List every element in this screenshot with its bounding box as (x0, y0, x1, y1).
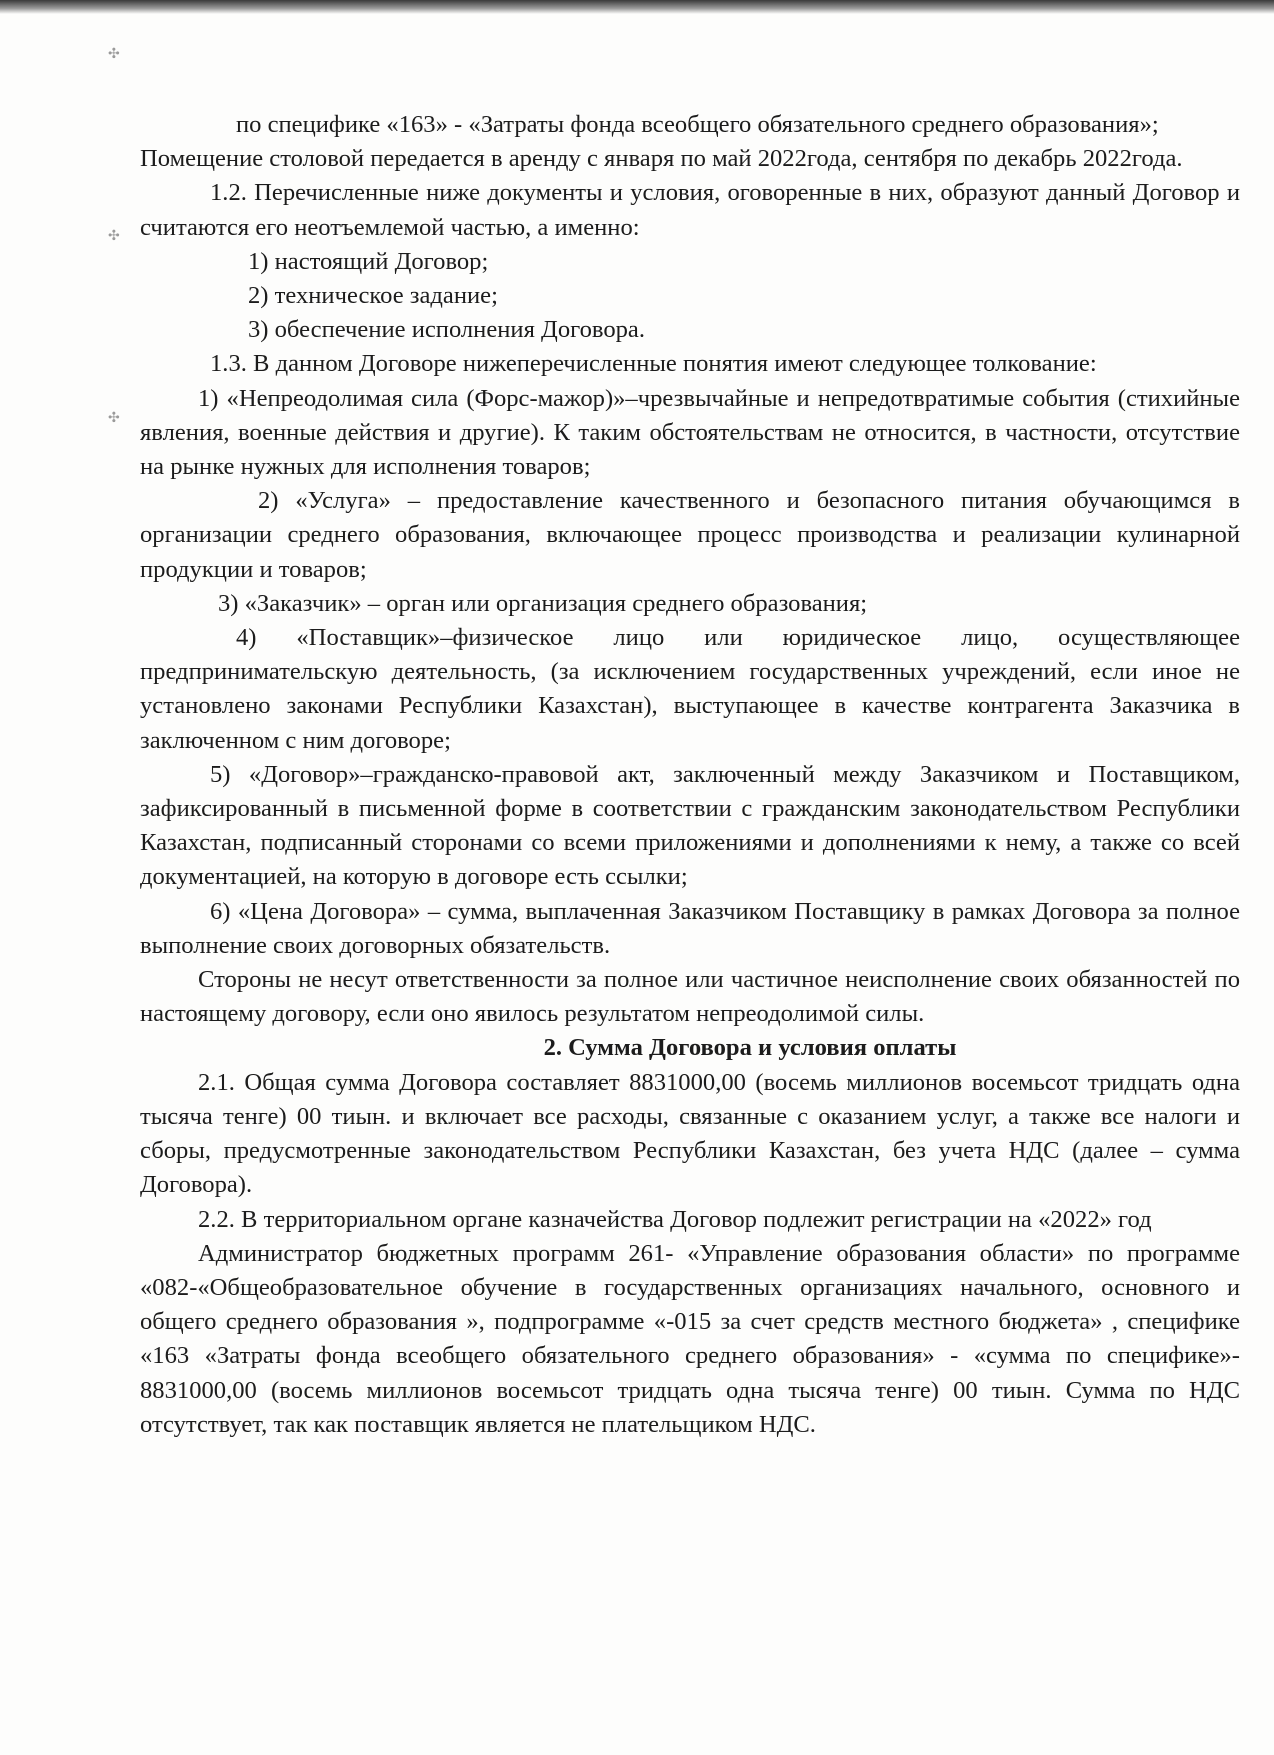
list-item: 2) техническое задание; (248, 282, 498, 310)
paragraph-liability: Стороны не несут ответственности за полное или частичное неисполнение своих обязанностей по настоящему договору, если оно явилось результатом непреодолимой силы. (140, 966, 1240, 1028)
definition-contract: 5) «Договор»–гражданско-правовой акт, заключенный между Заказчиком и Поставщиком, зафиксированный в письменной форме в соответствии с гражданским законодательством Республики Казахстан, подписанный сторонами со всеми приложениями и дополнениями к нему, а также со всей документацией, на которую в договоре есть ссылки; (140, 760, 1240, 891)
punch-mark: ✣ (108, 229, 120, 244)
document-body (140, 108, 1240, 1442)
paragraph-2-2: 2.2. В территориальном органе казначейства Договор подлежит регистрации на «2022» год (198, 1205, 1152, 1233)
definition-customer: 3) «Заказчик» – орган или организация среднего образования; (218, 589, 868, 617)
list-item: 1) настоящий Договор; (248, 247, 489, 275)
definition-supplier: 4) «Поставщик»–физическое лицо или юридическое лицо, осуществляющее предпринимательскую деятельность, (за исключением государственных учреждений, если иное не установлено законами Республики Казахстан), выступающее в качестве контрагента Заказчика в заключенном с ним договоре; (140, 624, 1240, 754)
punch-mark: ✣ (108, 411, 120, 426)
definition-service: 2) «Услуга» – предоставление качественного и безопасного питания обучающимся в организации среднего образования, включающее процесс производства и реализации кулинарной продукции и товаров; (140, 487, 1240, 583)
paragraph-canteen-rent: Помещение столовой передается в аренду с января по май 2022года, сентября по декабрь 2022года. (140, 145, 1183, 173)
punch-mark: ✣ (108, 47, 120, 62)
paragraph-1-2: 1.2. Перечисленные ниже документы и условия, оговоренные в них, образуют данный Договор и считаются его неотъемлемой частью, а именно: (140, 179, 1240, 241)
paragraph-budget-admin: Администратор бюджетных программ 261- «Управление образования области» по программе «082-«Общеобразовательное обучение в государственных организациях начального, основного и общего среднего образования », подпрограмме «-015 за счет средств местного бюджета» , специфике «163 «Затраты фонда всеобщего обязательного среднего образования» - «сумма по специфике»- 8831000,00 (восемь миллионов восемьсот тридцать одна тысяча тенге) 00 тиын. Сумма по НДС отсутствует, так как поставщик является не плательщиком НДС. (140, 1239, 1240, 1438)
paragraph-specific-163: по специфике «163» - «Затраты фонда всеобщего обязательного среднего образования»; (236, 111, 1159, 138)
scan-top-edge (0, 0, 1274, 14)
paragraph-2-1: 2.1. Общая сумма Договора составляет 8831000,00 (восемь миллионов восемьсот тридцать одна тысяча тенге) 00 тиын. и включает все расходы, связанные с оказанием услуг, а также все налоги и сборы, предусмотренные законодательством Республики Казахстан, без учета НДС (далее – сумма Договора). (140, 1068, 1240, 1199)
definition-contract-price: 6) «Цена Договора» – сумма, выплаченная Заказчиком Поставщику в рамках Договора за полное выполнение своих договорных обязательств. (140, 897, 1240, 959)
list-item: 3) обеспечение исполнения Договора. (248, 316, 645, 344)
paragraph-1-3: 1.3. В данном Договоре нижеперечисленные понятия имеют следующее толкование: (210, 350, 1097, 378)
definition-force-majeure: 1) «Непреодолимая сила (Форс-мажор)»–чрезвычайные и непредотвратимые события (стихийные явления, военные действия и другие). К таким обстоятельствам не относится, в частности, отсутствие на рынке нужных для исполнения товаров; (140, 384, 1240, 481)
section-heading: 2. Сумма Договора и условия оплаты (543, 1034, 957, 1062)
